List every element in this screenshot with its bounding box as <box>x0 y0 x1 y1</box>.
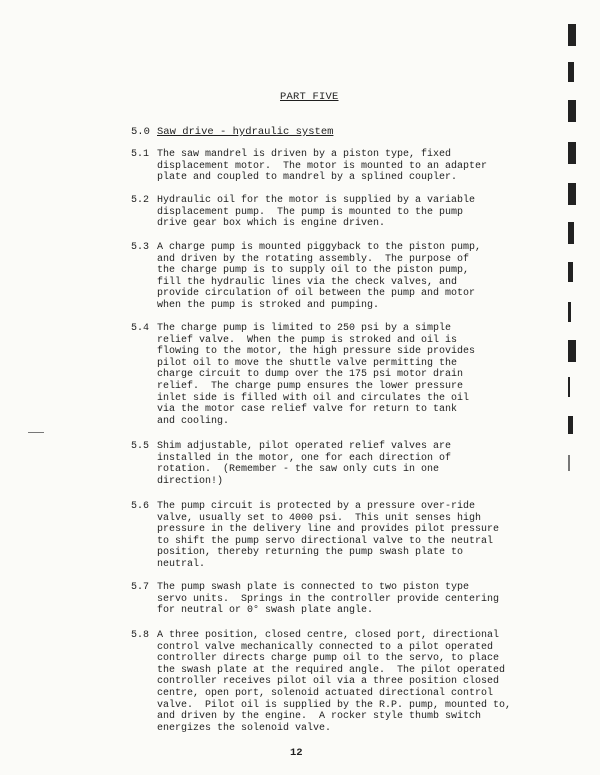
paragraph-number: 5.7 <box>131 582 150 593</box>
binder-mark <box>568 24 576 46</box>
page-title: PART FIVE <box>280 91 339 103</box>
binder-mark <box>568 100 576 122</box>
paragraph-text: The pump swash plate is connected to two piston type servo units. Springs in the controller provide centering for neutral or 0° swash plate angle. <box>157 582 500 617</box>
paragraph-number: 5.8 <box>131 630 150 641</box>
paragraph-text: A three position, closed centre, closed port, directional control valve mechanically connected to a pilot operated controller directs charge pump oil to the servo, to place the swash plate at the required angle. The pilot operated controller receives pilot oil via a three position closed centre, open port, solenoid actuated directional control valve. Pilot oil is supplied by the R.P. pump, mounted to, and driven by the engine. A rocker style thumb switch energizes the solenoid valve. <box>157 630 512 734</box>
paragraph-text: Hydraulic oil for the motor is supplied by a variable displacement pump. The pump is mounted to the pump drive gear box which is engine driven. <box>157 195 476 230</box>
binder-mark <box>568 340 576 362</box>
binder-mark <box>568 183 576 205</box>
section-number: 5.0 <box>131 126 150 138</box>
paragraph-number: 5.6 <box>131 501 150 512</box>
paragraph-number: 5.4 <box>131 323 150 334</box>
binder-mark <box>568 377 570 397</box>
paragraph-number: 5.1 <box>131 149 150 160</box>
paragraph-number: 5.3 <box>131 242 150 253</box>
binder-mark <box>568 222 574 244</box>
binder-mark <box>568 416 573 434</box>
page-number: 12 <box>290 747 303 759</box>
paragraph-text: A charge pump is mounted piggyback to the piston pump, and driven by the rotating assembly. The purpose of the charge pump is to supply oil to the piston pump, fill the hydraulic lines via the check valves, and provide circulation of oil between the pump and motor when the pump is stroked and pumping. <box>157 242 482 311</box>
paragraph-number: 5.2 <box>131 195 150 206</box>
binder-mark <box>568 455 570 471</box>
binder-mark <box>568 142 576 164</box>
binder-hole-marks <box>560 0 600 775</box>
paragraph-number: 5.5 <box>131 441 150 452</box>
paragraph-text: The pump circuit is protected by a pressure over-ride valve, usually set to 4000 psi. This unit senses high pressure in the delivery line and provides pilot pressure to shift the pump servo directional valve to the neutral position, thereby returning the pump swash plate to neutral. <box>157 501 500 570</box>
binder-mark <box>568 262 573 282</box>
binder-mark <box>568 302 571 322</box>
margin-mark <box>28 432 44 433</box>
binder-mark <box>568 62 574 82</box>
paragraph-text: Shim adjustable, pilot operated relief valves are installed in the motor, one for each direction of rotation. (Remember - the saw only cuts in one direction!) <box>157 441 452 487</box>
section-heading-text: Saw drive - hydraulic system <box>157 126 334 138</box>
paragraph-text: The saw mandrel is driven by a piston type, fixed displacement motor. The motor is mounted to an adapter plate and coupled to mandrel by a splined coupler. <box>157 149 488 184</box>
paragraph-text: The charge pump is limited to 250 psi by a simple relief valve. When the pump is stroked and oil is flowing to the motor, the high pressure side provides pilot oil to move the shuttle valve permitting the charge circuit to dump over the 175 psi motor drain relief. The charge pump ensures the lower pressure inlet side is filled with oil and circulates the oil via the motor case relief valve for return to tank and cooling. <box>157 323 476 427</box>
